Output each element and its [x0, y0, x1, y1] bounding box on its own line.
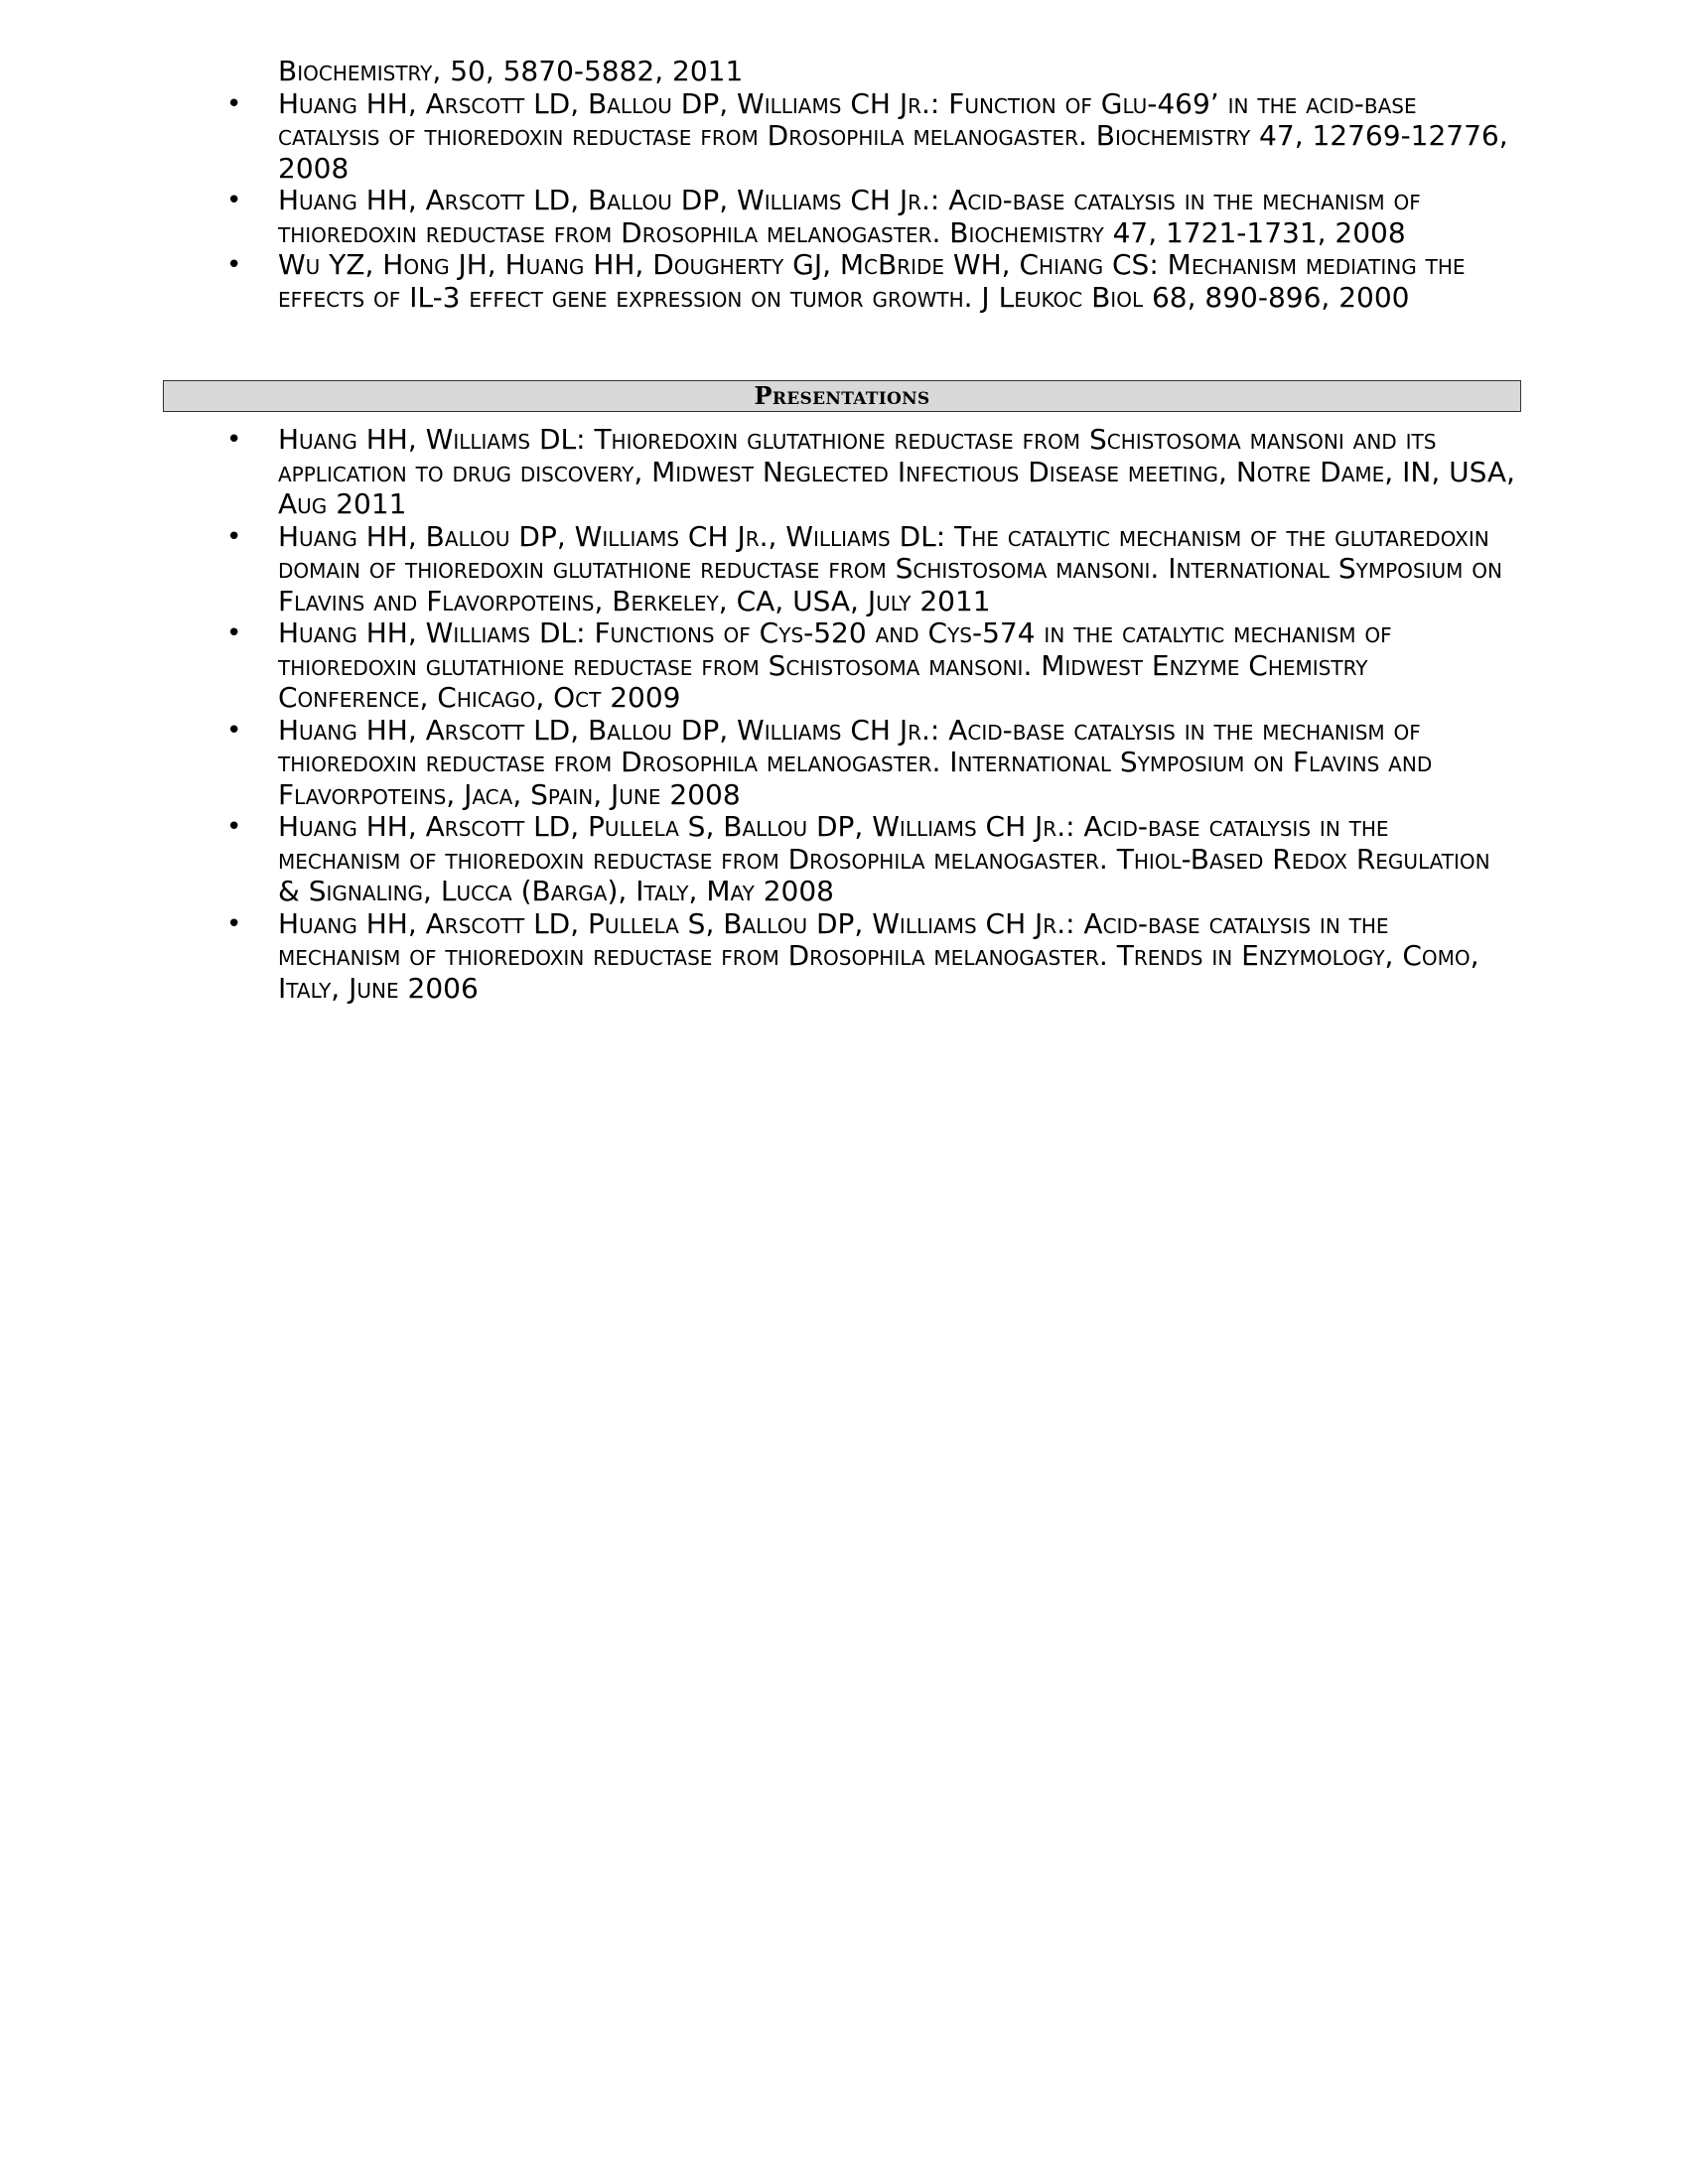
publications-list: [226, 56, 1517, 314]
presentation-text: Huang HH, Arscott LD, Pullela S, Ballou DP, Williams CH Jr.: Acid-base catalysis in the mechanism of thioredoxin reductase from Drosophila melanogaster. Thiol-Based Redox Regulation & Signaling, Lucca (Barga), Italy, May 2008: [278, 810, 1490, 907]
presentation-text: Huang HH, Williams DL: Thioredoxin glutathione reductase from Schistosoma mansoni and its application to drug discovery, Midwest Neglected Infectious Disease meeting, Notre Dame, IN, USA, Aug 2011: [278, 423, 1515, 520]
publication-text: Biochemistry, 50, 5870-5882, 2011: [278, 55, 744, 87]
publication-item: [226, 88, 1517, 186]
bullet-dot-icon: •: [226, 250, 242, 280]
presentation-item: [226, 715, 1517, 812]
bullet-dot-icon: •: [226, 425, 242, 455]
presentation-item: [226, 908, 1517, 1006]
publication-item: [226, 185, 1517, 249]
bullet-dot-icon: •: [226, 186, 242, 215]
bullet-dot-icon: •: [226, 521, 242, 552]
bullet-dot-icon: •: [226, 618, 242, 648]
publication-text: Huang HH, Arscott LD, Ballou DP, Williams CH Jr.: Function of Glu-469’ in the acid-base catalysis of thioredoxin reductase from Drosophila melanogaster. Biochemistry 47, 12769-12776, 2008: [278, 86, 1508, 185]
presentation-item: [226, 521, 1517, 618]
presentations-section-header: [163, 380, 1521, 412]
bullet-dot-icon: •: [226, 908, 242, 939]
presentation-text: Huang HH, Arscott LD, Pullela S, Ballou DP, Williams CH Jr.: Acid-base catalysis in the mechanism of thioredoxin reductase from Drosophila melanogaster. Trends in Enzymology, Como, Italy, June 2006: [278, 906, 1479, 1005]
presentation-item: [226, 617, 1517, 715]
presentation-item: [226, 811, 1517, 908]
publication-item: [226, 249, 1517, 314]
section-title: Presentations: [754, 381, 930, 410]
bullet-dot-icon: •: [226, 88, 242, 119]
presentation-text: Huang HH, Ballou DP, Williams CH Jr., Williams DL: The catalytic mechanism of the glutaredoxin domain of thioredoxin glutathione reductase from Schistosoma mansoni. International Symposium on Flavins and Flavorpoteins, Berkeley, CA, USA, July 2011: [278, 519, 1502, 617]
presentation-item: [226, 424, 1517, 521]
publication-text: Wu YZ, Hong JH, Huang HH, Dougherty GJ, McBride WH, Chiang CS: Mechanism mediating the effects of IL-3 effect gene expression on tumor growth. J Leukoc Biol 68, 890-896, 2000: [278, 248, 1466, 314]
publication-continuation: [226, 56, 1517, 88]
presentation-text: Huang HH, Williams DL: Functions of Cys-520 and Cys-574 in the catalytic mechanism of thioredoxin glutathione reductase from Schistosoma mansoni. Midwest Enzyme Chemistry Conference, Chicago, Oct 2009: [278, 616, 1392, 714]
bullet-dot-icon: •: [226, 715, 242, 746]
bullet-dot-icon: •: [226, 812, 242, 842]
publication-text: Huang HH, Arscott LD, Ballou DP, Williams CH Jr.: Acid-base catalysis in the mechanism of thioredoxin reductase from Drosophila melanogaster. Biochemistry 47, 1721-1731, 2008: [278, 184, 1421, 249]
presentations-list: [226, 424, 1517, 1005]
presentation-text: Huang HH, Arscott LD, Ballou DP, Williams CH Jr.: Acid-base catalysis in the mechanism of thioredoxin reductase from Drosophila melanogaster. International Symposium on Flavins and Flavorpoteins, Jaca, Spain, June 2008: [278, 713, 1433, 811]
